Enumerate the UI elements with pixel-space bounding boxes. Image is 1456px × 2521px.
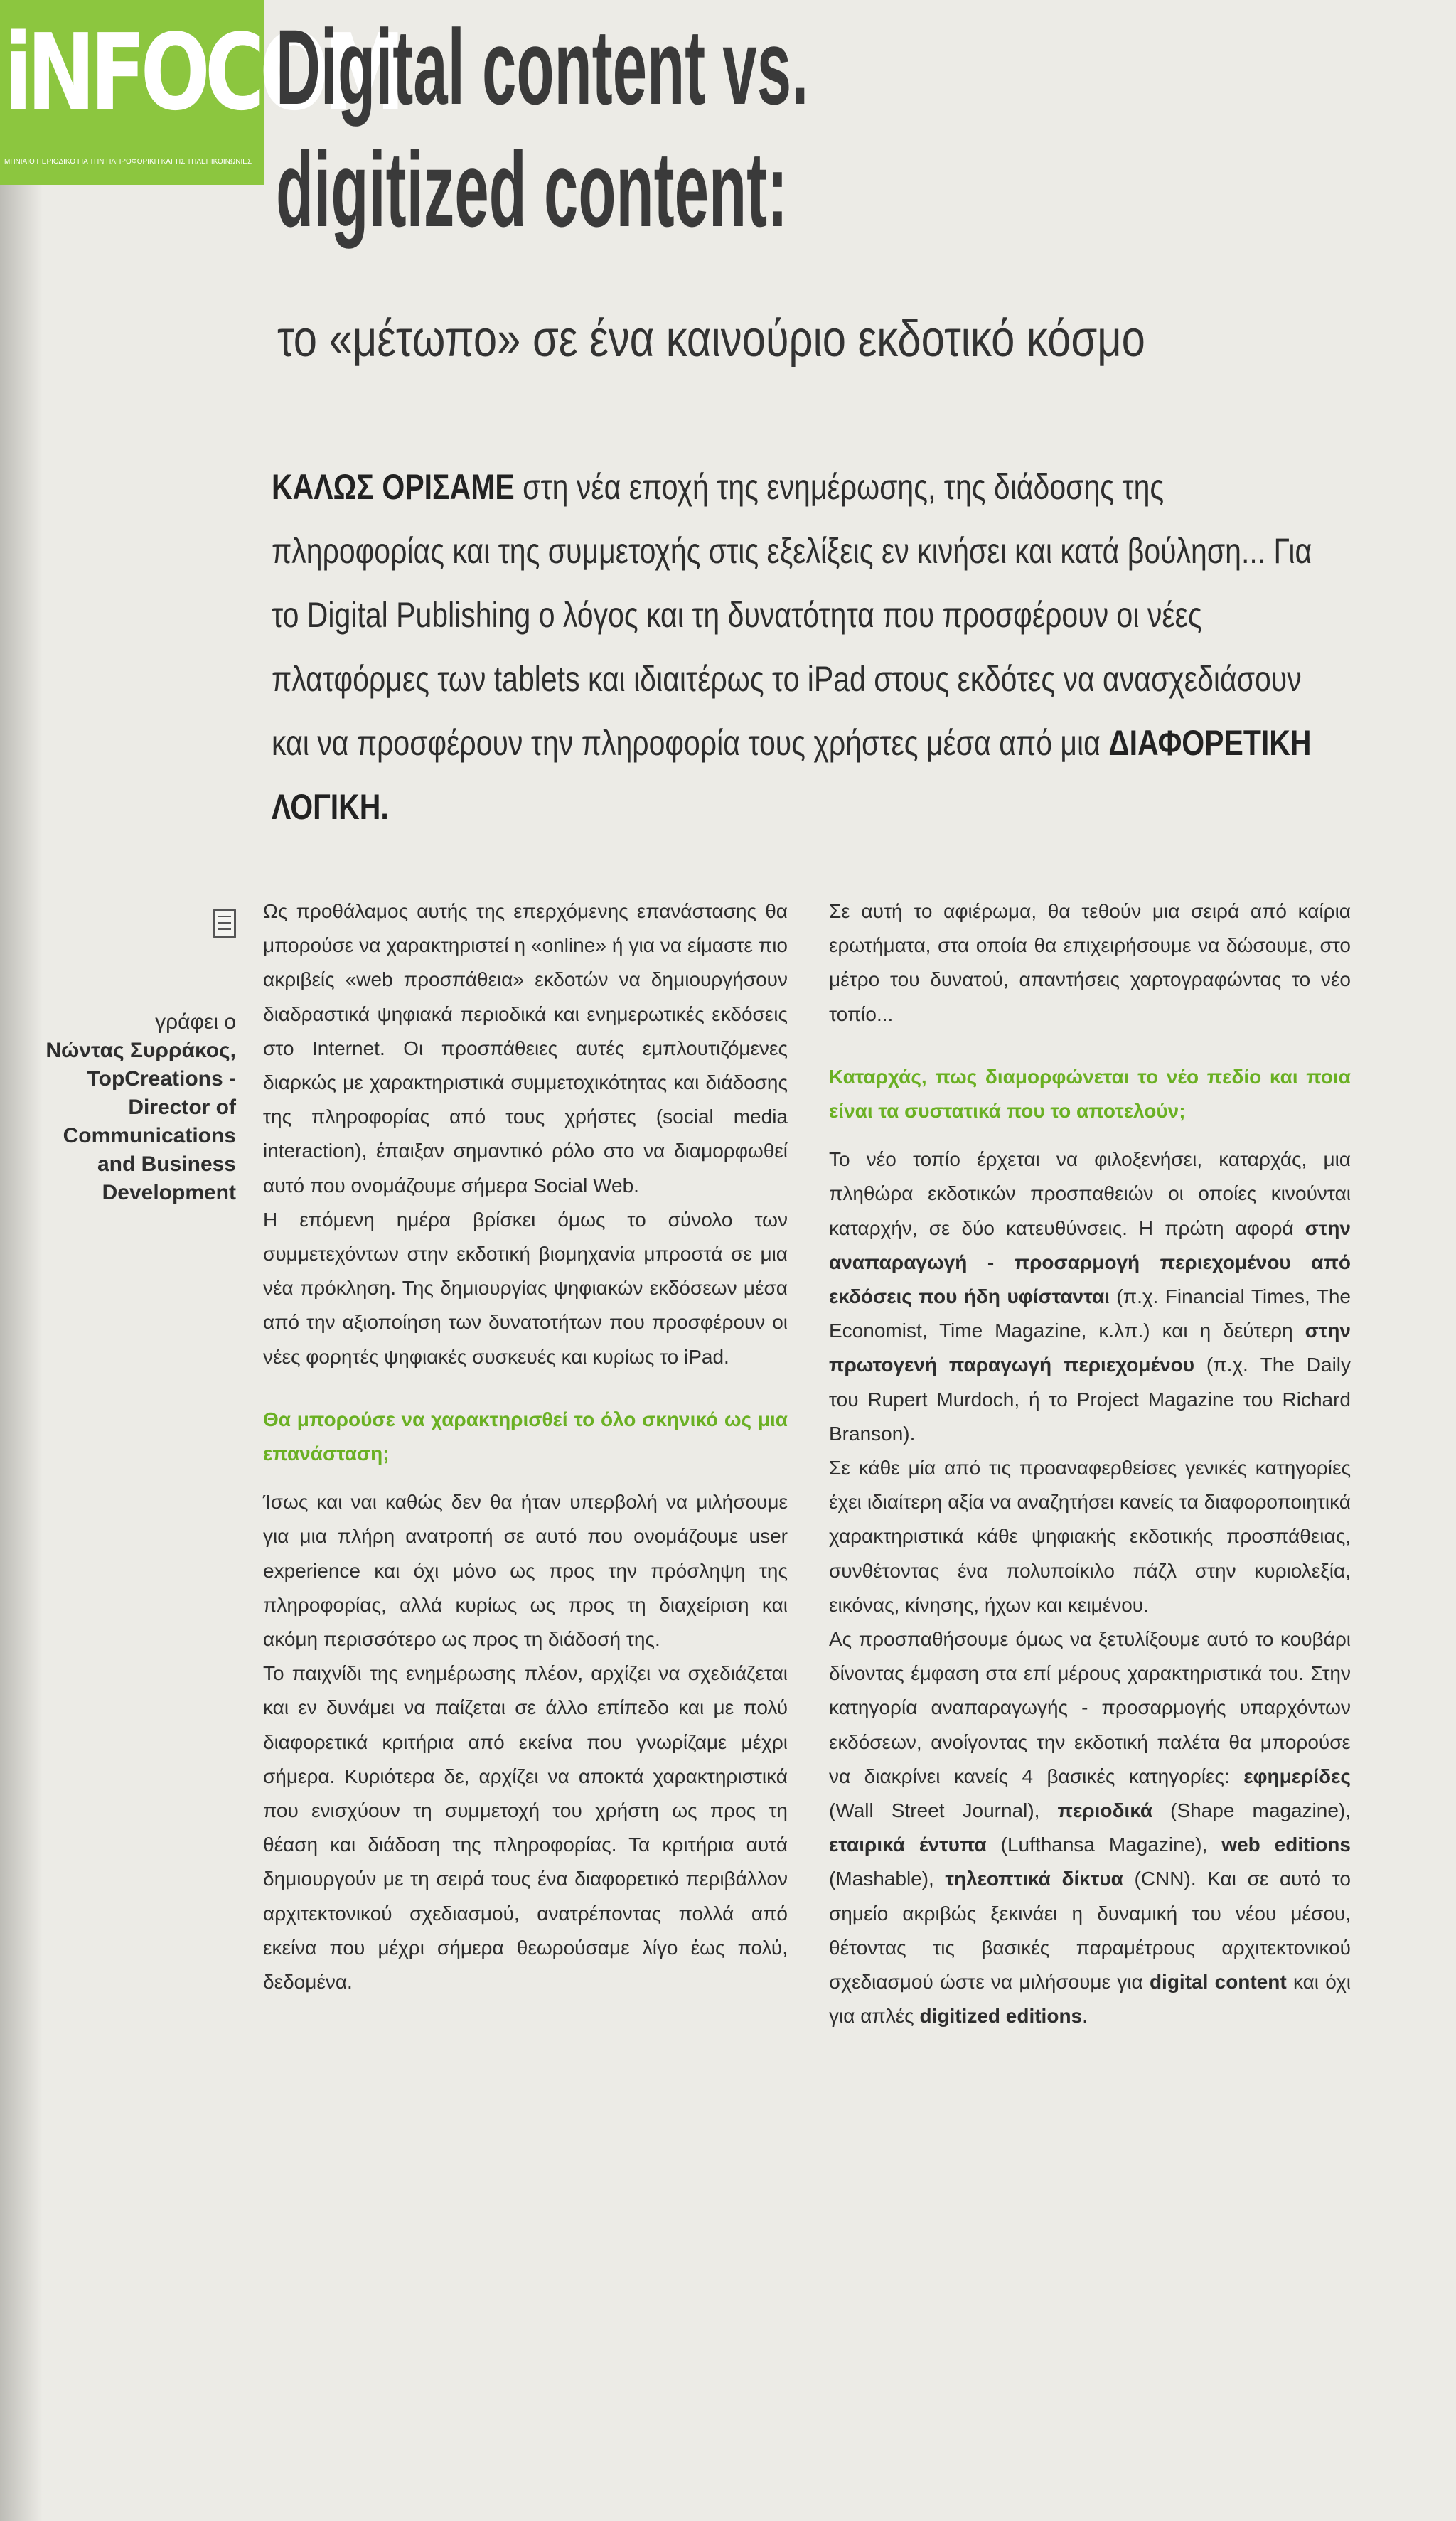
emphasis-text: στην πρωτογενή παραγωγή περιεχομένου — [829, 1320, 1351, 1376]
lead-emphasis: ΔΙΑΦΟΡΕΤΙΚΗ ΛΟΓΙΚΗ. — [272, 723, 1312, 827]
emphasis-text: τηλεοπτικά δίκτυα — [945, 1868, 1123, 1890]
page-edge-shadow — [0, 0, 43, 2521]
byline-author: Νώντας Συρράκος, — [46, 1039, 236, 1062]
body-paragraph: Σε αυτή το αφιέρωμα, θα τεθούν μια σειρά από καίρια ερωτήματα, στα οποία θα επιχειρήσουμε να δώσουμε, στο μέτρο του δυνατού, απαντήσεις χαρτογραφώντας το νέο τοπίο... — [829, 900, 1351, 1025]
emphasis-text: περιοδικά — [1057, 1799, 1153, 1822]
headline-line-2: digitized content: — [276, 129, 788, 249]
emphasis-text: digital content — [1149, 1971, 1287, 1993]
byline-role: TopCreations - Director of Communications and Business Development — [63, 1067, 236, 1204]
headline-line-1: Digital content vs. — [276, 7, 809, 127]
body-paragraph: Ας προσπαθήσουμε όμως να ξετυλίξουμε αυτό το κουβάρι δίνοντας έμφαση στα επί μέρους χαρακτηριστικά του. Στην κατηγορία αναπαραγωγής - προσαρμογής υπαρχόντων εκδόσεων, ανοίγοντας την εκδοτική παλέτα θα μπορούσε να διακρίνει κανείς 4 βασικές κατηγορίες: εφημερίδες (Wall Street Journal), περιοδικά (Shape magazine), εταιρικά έντυπα (Lufthansa Magazine), web editions (Mashable), τηλεοπτικά δίκτυα (CNN). Και σε αυτό το σημείο ακριβώς ξεκινάει η δυναμική του νέου μέσου, θέτοντας τις βασικές παραμέτρους αρχιτεκτονικού σχεδιασμού ώστε να μιλήσουμε για digital content και όχι για απλές digitized editions. — [829, 1628, 1351, 2028]
byline — [28, 1008, 236, 1207]
byline-prefix: γράφει ο — [155, 1010, 236, 1034]
infocom-logo — [0, 0, 400, 185]
logo-tagline: ΜΗΝΙΑΙΟ ΠΕΡΙΟΔΙΚΟ ΓΙΑ ΤΗΝ ΠΛΗΡΟΦΟΡΙΚΗ ΚΑΙ ΤΙΣ ΤΗΛΕΠΙΚΟΙΝΩΝΙΕΣ — [4, 158, 252, 166]
emphasis-text: εφημερίδες — [1243, 1765, 1351, 1787]
logo-wordmark: iNFOCOM — [4, 11, 400, 134]
emphasis-text: digitized editions — [919, 2005, 1083, 2028]
section-heading: Καταρχάς, πως διαμορφώνεται το νέο πεδίο και ποια είναι τα συστατικά που το αποτελούν; — [829, 1065, 1351, 1123]
body-paragraph: Η επόμενη ημέρα βρίσκει όμως το σύνολο των συμμετεχόντων στην εκδοτική βιομηχανία μπροστά σε μια νέα πρόκληση. Της δημιουργίας ψηφιακών εκδόσεων μέσα από την αξιοποίηση των δυνατοτήτων που προσφέρουν οι νέες φορητές ψηφιακές συσκευές και κυρίως το iPad. — [263, 1208, 788, 1368]
emphasis-text: εταιρικά έντυπα — [829, 1834, 987, 1856]
body-paragraph: Ως προθάλαμος αυτής της επερχόμενης επανάστασης θα μπορούσε να χαρακτηριστεί η «online» ή για να είμαστε πιο ακριβείς «web προσπάθεια» εκδοτών να δημιουργήσουν διαδραστικά ψηφιακά περιοδικά και ενημερωτικές εκδόσεις στο Internet. Οι προσπάθειες αυτές εμπλουτιζόμενες διαρκώς με χαρακτηριστικά συμμετοχικότητας και διάδοσης της πληροφορίας από τους χρήστες (social media interaction), έπαιξαν σημαντικό ρόλο στο να διαμορφωθεί αυτό που ονομάζουμε σήμερα Social Web. — [263, 900, 788, 1197]
article-column-1 — [263, 894, 788, 1999]
body-paragraph: Σε κάθε μία από τις προαναφερθείσες γενικές κατηγορίες έχει ιδιαίτερη αξία να αναζητήσει κανείς τα διαφοροποιητικά χαρακτηριστικά κάθε ψηφιακής εκδοτικής προσπάθειας, συνθέτοντας ένα πολυποίκιλο πάζλ στην κυριολεξία, εικόνας, κίνησης, ήχων και κειμένου. — [829, 1457, 1351, 1616]
body-paragraph: Το παιχνίδι της ενημέρωσης πλέον, αρχίζει να σχεδιάζεται και εν δυνάμει να παίζεται σε άλλο επίπεδο και με πολύ διαφορετικά κριτήρια από εκείνα που γνωρίζαμε μέχρι σήμερα. Κυριότερα δε, αρχίζει να αποκτά χαρακτηριστικά που ενισχύουν τη συμμετοχή του χρήστη ως προς τη θέαση και διάδοση της πληροφορίας. Τα κριτήρια αυτά δημιουργούν με τη σειρά τους ένα διαφορετικό περιβάλλον αρχιτεκτονικού σχεδιασμού, ανατρέποντας πολλά από εκείνα που μέχρι σήμερα θεωρούσαμε λίγο έως πολύ, δεδομένα. — [263, 1662, 788, 1993]
emphasis-text: web editions — [1221, 1834, 1351, 1856]
emphasis-text: στην αναπαραγωγή - προσαρμογή περιεχομένου από εκδόσεις που ήδη υφίστανται — [829, 1216, 1351, 1308]
lead-paragraph — [272, 455, 1344, 839]
document-icon — [213, 909, 236, 938]
lead-text: στη νέα εποχή της ενημέρωσης, της διάδοσης της πληροφορίας και της συμμετοχής στις εξελίξεις εν κινήσει και κατά βούληση... Για το Digital Publishing ο λόγος και τη δυνατότητα που προσφέρουν οι νέες πλατφόρμες των tablets και ιδιαιτέρως το iPad στους εκδότες να ανασχεδιάσουν και να προσφέρουν την πληροφορία τους χρήστες μέσα από μια — [272, 467, 1312, 763]
subtitle: το «μέτωπο» σε ένα καινούριο εκδοτικό κόσμο — [277, 311, 1145, 368]
section-heading: Θα μπορούσε να χαρακτηρισθεί το όλο σκηνικό ως μια επανάσταση; — [263, 1408, 788, 1465]
lead-in: ΚΑΛΩΣ ΟΡΙΣΑΜΕ — [272, 467, 515, 507]
article-column-2 — [829, 894, 1351, 2034]
body-paragraph: Ίσως και ναι καθώς δεν θα ήταν υπερβολή να μιλήσουμε για μια πλήρη ανατροπή σε αυτό που ονομάζουμε user experience και όχι μόνο ως προς την πρόσληψη της πληροφορίας, αλλά κυρίως ως προς τη διαχείριση και ακόμη περισσότερο ως προς τη διάδοσή της. — [263, 1491, 788, 1651]
body-paragraph: Το νέο τοπίο έρχεται να φιλοξενήσει, καταρχάς, μια πληθώρα εκδοτικών προσπαθειών οι οποίες κινούνται καταρχήν, σε δύο κατευθύνσεις. Η πρώτη αφορά στην αναπαραγωγή - προσαρμογή περιεχομένου από εκδόσεις που ήδη υφίστανται (π.χ. Financial Times, The Economist, Time Magazine, κ.λπ.) και η δεύτερη στην πρωτογενή παραγωγή περιεχομένου (π.χ. The Daily του Rupert Murdoch, ή το Project Magazine του Richard Branson). — [829, 1148, 1351, 1445]
